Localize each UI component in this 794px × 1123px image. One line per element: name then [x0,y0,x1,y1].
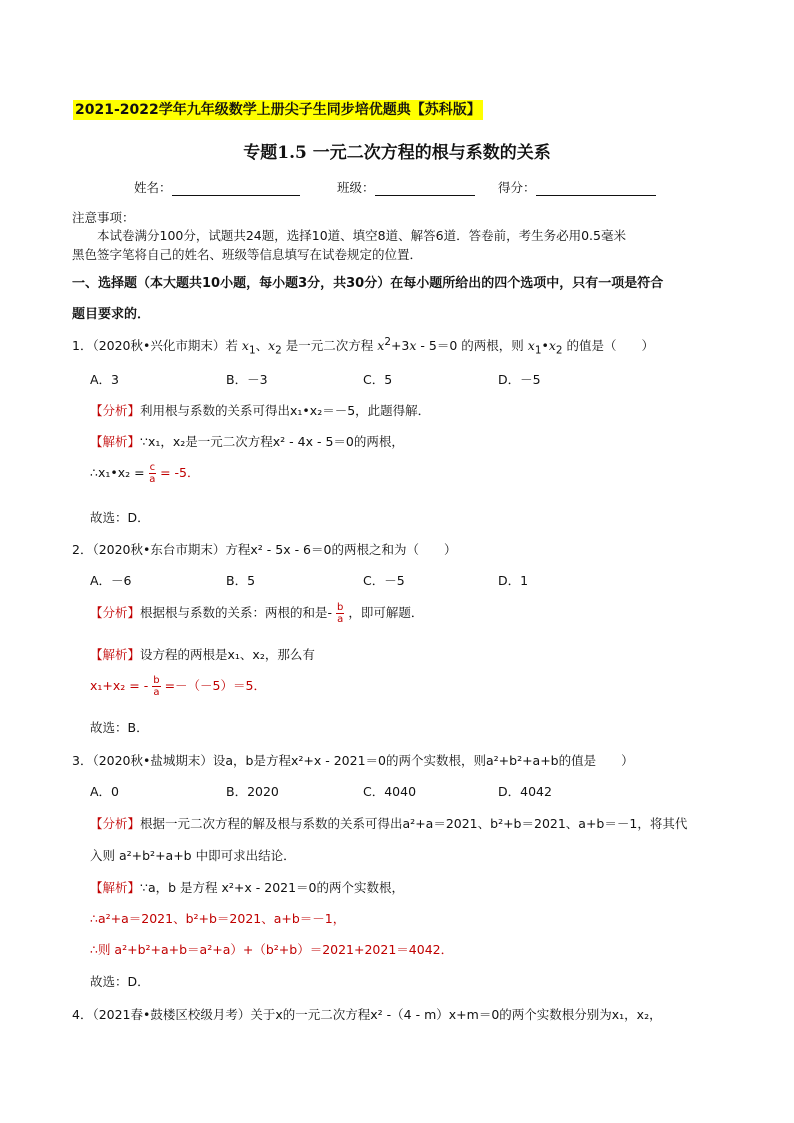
q3-analysis-tag: 【分析】 [90,816,141,831]
q3-solution-line-2: ∴a²+a＝2021、b²+b＝2021、a+b＝－1， [90,911,346,926]
q3-option-a[interactable]: A．0 [90,784,120,799]
q2-answer: 故选：B． [90,720,149,735]
q1-fraction: $\frac{c}{a}$ [149,462,156,485]
q2-analysis-tag: 【分析】 [90,605,141,620]
notes-line-1: 本试卷满分100分，试题共24题，选择10道、填空8道、解答6道．答卷前，考生务必用0.5毫米 [97,228,626,243]
q1-option-a[interactable]: A．3 [90,372,120,387]
name-field[interactable] [134,178,300,196]
q1-option-c[interactable]: C．5 [363,372,393,387]
class-field[interactable] [337,178,475,196]
q2-analysis: 【分析】根据根与系数的关系：两根的和是- $\frac{b}{a}$ ，即可解题． [90,602,424,625]
name-blank[interactable] [172,183,300,196]
q1-solution-line-2: ∴x₁•x₂ = $\frac{c}{a}$ = -5． [90,462,200,485]
q1-analysis-tag: 【分析】 [90,403,141,418]
score-blank[interactable] [536,183,656,196]
q2-analysis-fraction: $\frac{b}{a}$ [337,602,344,625]
q3-solution-line-3: ∴则 a²+b²+a+b＝a²+a）+（b²+b）＝2021+2021＝4042． [90,942,454,957]
q2-option-d[interactable]: D．1 [498,573,529,588]
question-3-stem: 3．（2020秋•盐城期末）设a，b是方程x²+x - 2021＝0的两个实数根，则a²+b²+a+b的值是 ） [72,753,634,768]
q1-analysis [90,401,430,419]
section-heading-line-2: 题目要求的． [72,307,151,322]
name-label: 姓名： [134,180,172,195]
q2-solution-tag: 【解析】 [90,647,141,662]
q2-option-b[interactable]: B．5 [226,573,256,588]
page-title: 专题1.5 一元二次方程的根与系数的关系 [243,143,551,163]
q2-solution-line-2: x₁+x₂ = - $\frac{b}{a}$ =－（－5）＝5． [90,675,266,698]
q2-option-a[interactable]: A．－6 [90,573,132,588]
q1-solution-text: ∵x₁，x₂是一元二次方程x² - 4x - 5＝0的两根， [140,434,404,449]
q1-analysis-text: 利用根与系数的关系可得出x₁•x₂＝－5，此题得解． [140,403,431,418]
q2-solution: 【解析】设方程的两根是x₁、x₂，那么有 [90,647,315,662]
q2-option-c[interactable]: C．－5 [363,573,405,588]
q1-option-d[interactable]: D．－5 [498,372,541,387]
q3-option-d[interactable]: D．4042 [498,784,552,799]
q1-answer: 故选：D． [90,510,150,525]
q3-option-c[interactable]: C．4040 [363,784,417,799]
q3-solution-tag: 【解析】 [90,880,141,895]
notes-line-2: 黑色签字笔将自己的姓名、班级等信息填写在试卷规定的位置． [72,247,423,262]
q3-answer: 故选：D． [90,974,150,989]
question-2-stem: 2．（2020秋•东台市期末）方程x² - 5x - 6＝0的两根之和为（ ） [72,542,457,557]
section-heading-line-1: 一、选择题（本大题共10小题，每小题3分，共30分）在每小题所给出的四个选项中，只有一项是符合 [72,276,664,291]
question-1-stem: 1．（2020秋•兴化市期末）若 $x_1$、$x_2$ 是一元二次方程 $x^2+3x - 5=0$ 的两根，则 $x_1•x_2$ 的值是（ ） [72,336,655,357]
q3-analysis-line-2: 入则 a²+b²+a+b 中即可求出结论． [90,848,296,863]
score-label: 得分： [498,180,536,195]
q1-option-b[interactable]: B．－3 [226,372,268,387]
class-blank[interactable] [375,183,475,196]
score-field[interactable] [498,178,656,196]
q3-analysis: 【分析】根据一元二次方程的解及根与系数的关系可得出a²+a＝2021、b²+b＝2021、a+b＝－1，将其代 [90,816,688,831]
series-banner: 2021-2022学年九年级数学上册尖子生同步培优题典【苏科版】 [75,102,481,118]
class-label: 班级： [337,180,375,195]
q1-solution [90,432,404,450]
q3-solution: 【解析】∵a，b 是方程 x²+x - 2021＝0的两个实数根， [90,880,405,895]
q2-solution-fraction: $\frac{b}{a}$ [153,675,160,698]
question-4-stem: 4．（2021春•鼓楼区校级月考）关于x的一元二次方程x² -（4 - m）x+m＝0的两个实数根分别为x₁，x₂， [72,1007,662,1022]
q3-option-b[interactable]: B．2020 [226,784,279,799]
q1-solution-tag: 【解析】 [90,434,141,449]
notes-heading: 注意事项： [72,210,135,225]
